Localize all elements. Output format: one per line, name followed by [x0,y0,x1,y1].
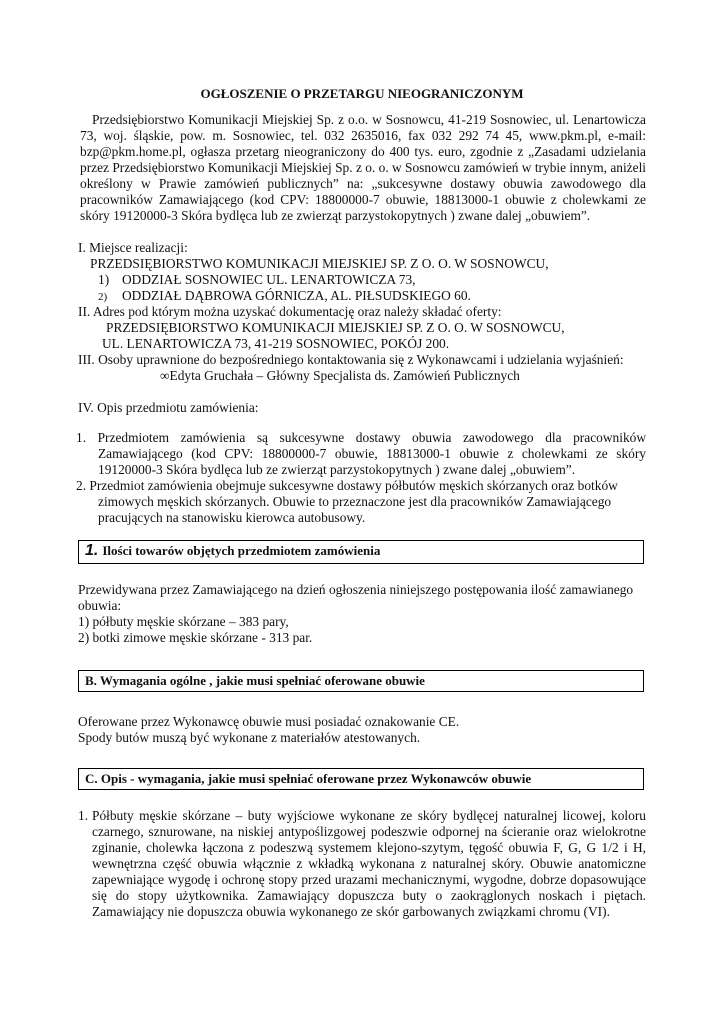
section-4-heading: IV. Opis przedmiotu zamówienia: [78,400,259,415]
section-1-item-2-text: ODDZIAŁ DĄBROWA GÓRNICZA, AL. PIŁSUDSKIEGO 60. [122,288,471,303]
box-quantities-title: Ilości towarów objętych przedmiotem zamówienia [102,543,381,558]
section-box-description: C. Opis - wymagania, jakie musi spełniać oferowane przez Wykonawców obuwie [78,768,644,790]
section-1-item-1-text: ODDZIAŁ SOSNOWIEC UL. LENARTOWICZA 73, [122,272,416,287]
section-1-company: PRZEDSIĘBIORSTWO KOMUNIKACJI MIEJSKIEJ SP. Z O. O. W SOSNOWCU, [90,256,549,271]
box-quantities-number: 1. [85,542,99,559]
general-line-1: Oferowane przez Wykonawcę obuwie musi posiadać oznakowanie CE. [78,714,460,729]
section-2-line-2: UL. LENARTOWICZA 73, 41-219 SOSNOWIEC, POKÓJ 200. [102,336,450,351]
section-1-item-2-num: 2) [98,291,108,303]
document-title: OGŁOSZENIE O PRZETARGU NIEOGRANICZONYM [200,86,524,101]
section-box-general-requirements: B. Wymagania ogólne , jakie musi spełniać oferowane obuwie [78,670,644,692]
section-2-heading: II. Adres pod którym można uzyskać dokumentację oraz należy składać oferty: [78,304,502,319]
intro-text: Przedsiębiorstwo Komunikacji Miejskiej Sp. z o.o. w Sosnowcu, 41-219 Sosnowiec, ul. Lenartowicza 73, woj. śląskie, pow. m. Sosnowiec, tel. 032 2635016, fax 032 292 74 45, www.pkm.pl, e-mail: bzp@pkm.home.pl, ogłasza przetarg nieograniczony do 400 tys. euro, zgodnie z „Zasadami udzielania przez Przedsiębiorstwo Komunikacji Miejskiej Sp. z o. o. w Sosnowcu zamówień w trybie innym, aniżeli określony w Prawie zamówień publicznych” na: „sukcesywne dostawy obuwia zawodowego dla pracowników Zamawiającego (kod CPV: 18800000-7 obuwie, 18813000-1 obuwie z cholewkami ze skóry 19120000-3 Skóra bydlęca lub ze zwierząt parzystokopytnych ) zwane dalej „obuwiem”. [80,112,647,223]
description-number: 1. [78,808,89,823]
intro-paragraph [80,112,646,224]
quantities-item-1: 1) półbuty męskie skórzane – 383 pary, [78,614,289,629]
section-1-heading: I. Miejsce realizacji: [78,240,188,255]
section-1-item-1-num: 1) [98,272,110,287]
quantities-item-2: 2) botki zimowe męskie skórzane - 313 par. [78,630,313,645]
quantities-text: Przewidywana przez Zamawiającego na dzień ogłoszenia niniejszego postępowania ilość zamawianego obuwia: [78,582,634,613]
general-line-2: Spody butów muszą być wykonane z materiałów atestowanych. [78,730,421,745]
section-4-item-1: 1. Przedmiotem zamówienia są sukcesywne dostawy obuwia zawodowego dla pracowników Zamawiającego (kod CPV: 18800000-7 obuwie, 18813000-1 obuwie z cholewkami ze skóry 19120000-3 Skóra bydlęca lub ze zwierząt parzystokopytnych ) zwane dalej „obuwiem”. [76,430,646,477]
section-3-person: ∞Edyta Gruchała – Główny Specjalista ds. Zamówień Publicznych [160,368,520,383]
description-body: Półbuty męskie skórzane – buty wyjściowe wykonane ze skóry bydlęcej naturalnej licowej, koloru czarnego, sznurowane, na niskiej antypoślizgowej podeszwie odpornej na ścieranie oraz wielokrotne zginanie, cholewka łączona z podeszwą systemem klejono-szytym, tęgość obuwia F, G, G 1/2 i H, wewnętrzna część obuwia włącznie z wkładką wykonana z naturalnej skóry. Obuwie anatomiczne zapewniające wygodę i ochronę stopy przed urazami mechanicznymi, wygodne, dobrze dopasowujące się do stopy użytkownika. Zamawiający dopuszcza buty o zaokrąglonych noskach i piętach. Zamawiający nie dopuszcza obuwia wykonanego ze skór garbowanych związkami chromu (VI). [92,808,646,919]
section-box-quantities [78,540,644,564]
section-4-item-2: 2. Przedmiot zamówienia obejmuje sukcesywne dostawy półbutów męskich skórzanych oraz botków zimowych męskich skórzanych. Obuwie to przeznaczone jest dla pracowników Zamawiającego pracujących na stanowisku kierowca autobusowy. [76,478,618,525]
section-2-line-1: PRZEDSIĘBIORSTWO KOMUNIKACJI MIEJSKIEJ SP. Z O. O. W SOSNOWCU, [106,320,565,335]
description-text [92,808,646,920]
section-3-heading: III. Osoby uprawnione do bezpośredniego kontaktowania się z Wykonawcami i udzielania wyjaśnień: [78,352,624,367]
